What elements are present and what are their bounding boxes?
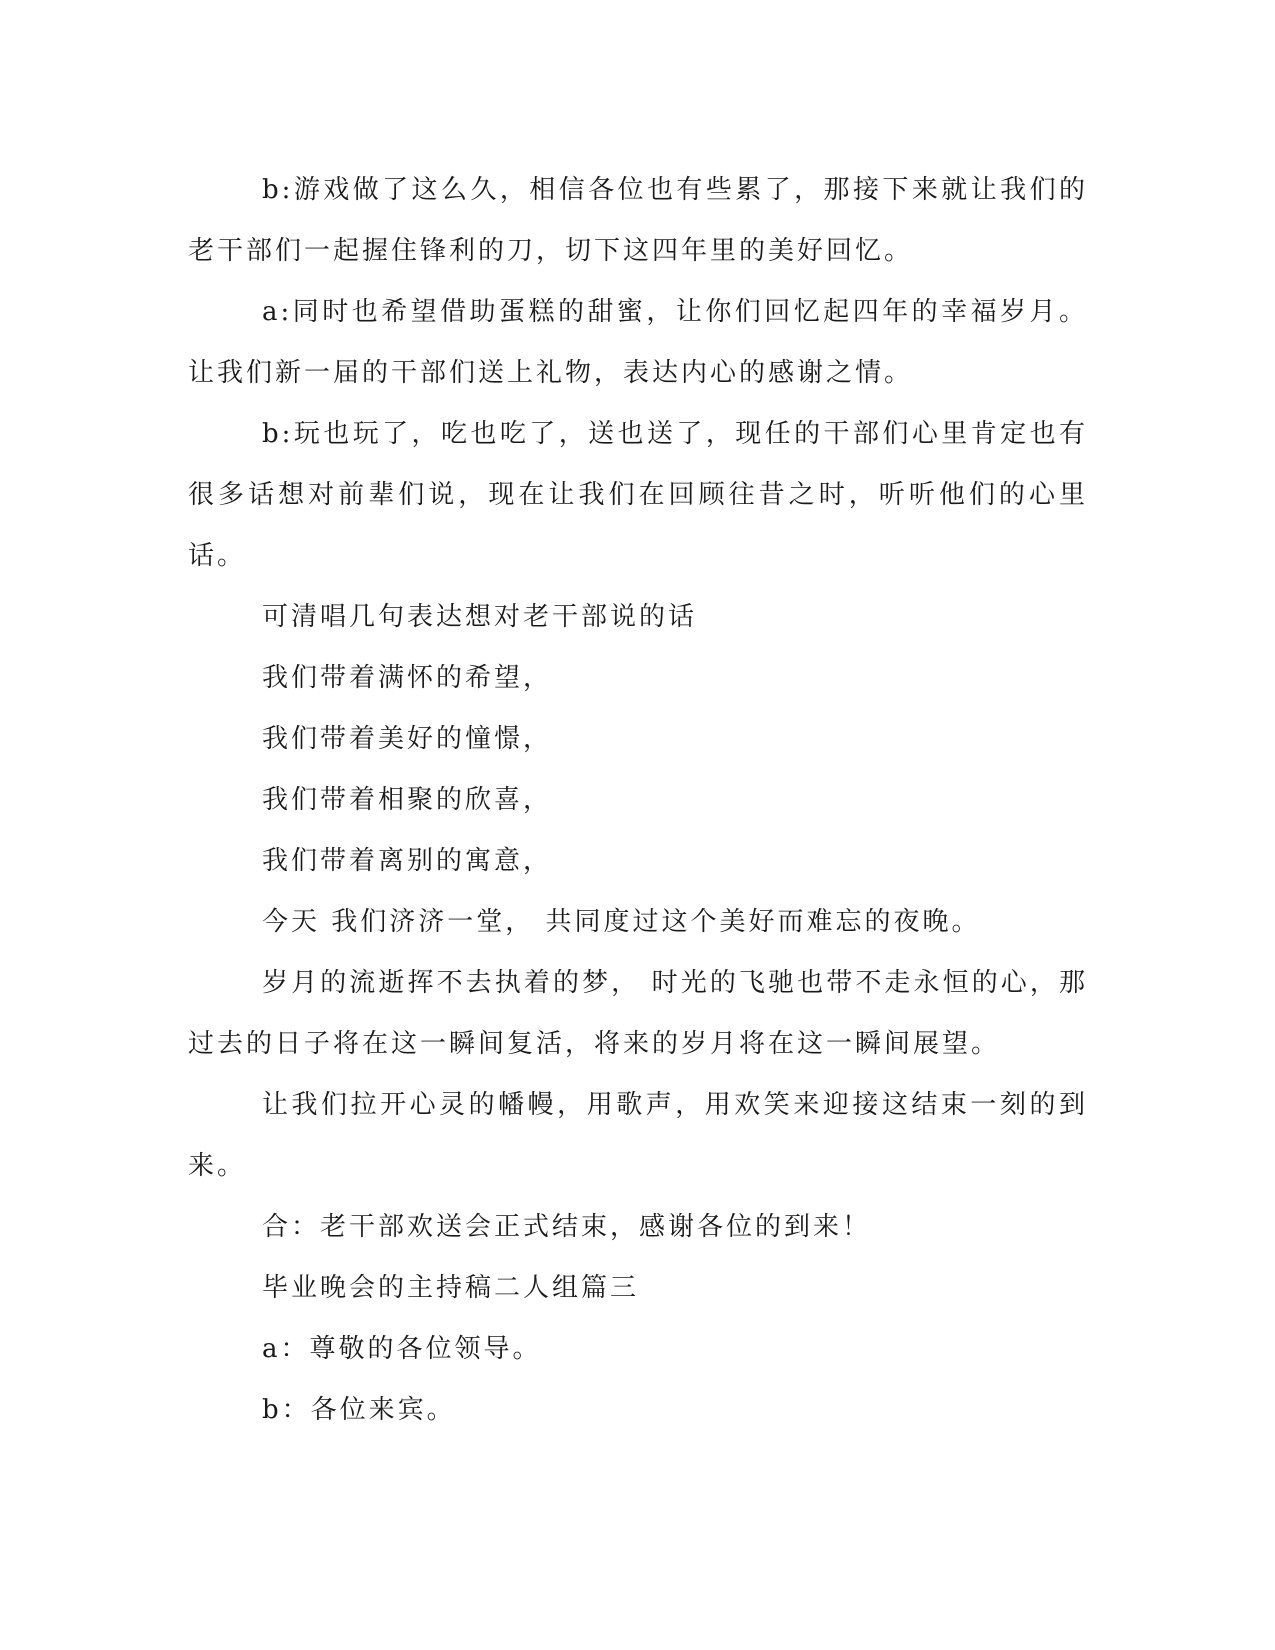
paragraph-tonight: 今天 我们济济一堂， 共同度过这个美好而难忘的夜晚。 xyxy=(262,907,981,937)
poem-line-farewell: 我们带着离别的寓意， xyxy=(262,846,553,876)
paragraph-a-greeting-leaders: a：尊敬的各位领导。 xyxy=(262,1334,542,1364)
poem-line-longing: 我们带着美好的憧憬， xyxy=(262,724,553,754)
paragraph-singing-note: 可清唱几句表达想对老干部说的话 xyxy=(262,602,698,632)
paragraph-years: 岁月的流逝挥不去执着的梦， 时光的飞驰也带不走永恒的心，那过去的日子将在这一瞬间复活，将来的岁月将在这一瞬间展望。 xyxy=(188,968,1088,1059)
paragraph-a-gifts: a:同时也希望借助蛋糕的甜蜜，让你们回忆起四年的幸福岁月。让我们新一届的干部们送上礼物，表达内心的感谢之情。 xyxy=(188,297,1088,388)
paragraph-b-heartfelt-words: b:玩也玩了，吃也吃了，送也送了，现任的干部们心里肯定也有很多话想对前辈们说，现在让我们在回顾往昔之时，听听他们的心里话。 xyxy=(188,419,1088,571)
poem-line-hope: 我们带着满怀的希望， xyxy=(262,663,553,693)
document-body xyxy=(188,160,1088,1441)
paragraph-curtain: 让我们拉开心灵的幡幔，用歌声，用欢笑来迎接这结束一刻的到来。 xyxy=(188,1090,1088,1181)
paragraph-b-greeting-guests: b：各位来宾。 xyxy=(262,1395,456,1425)
paragraph-b-cake-cutting: b:游戏做了这么久，相信各位也有些累了，那接下来就让我们的老干部们一起握住锋利的刀，切下这四年里的美好回忆。 xyxy=(188,175,1088,266)
poem-line-reunion: 我们带着相聚的欣喜， xyxy=(262,785,553,815)
paragraph-closing: 合：老干部欢送会正式结束，感谢各位的到来！ xyxy=(262,1212,872,1242)
section-heading-part-three: 毕业晚会的主持稿二人组篇三 xyxy=(262,1273,640,1303)
